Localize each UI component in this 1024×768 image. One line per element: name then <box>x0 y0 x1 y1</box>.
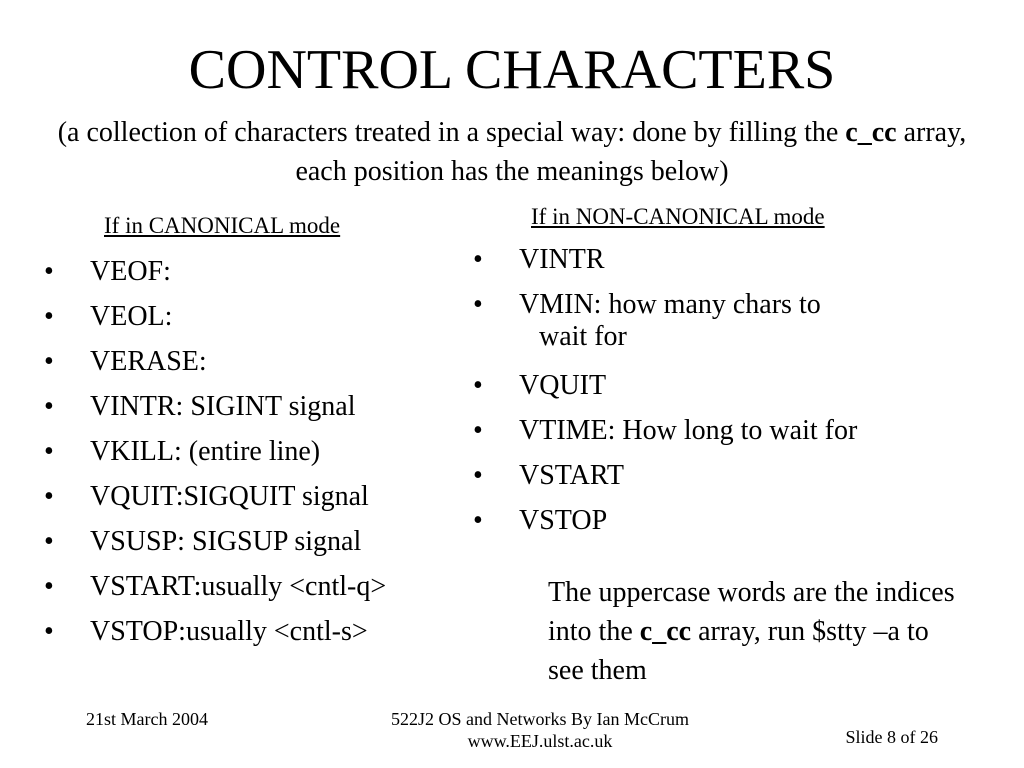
canonical-list <box>44 249 386 654</box>
subtitle-text-start: (a collection of characters treated in a special way: done by filling the <box>57 117 839 148</box>
explanation-note <box>548 573 968 690</box>
non-canonical-item-vmin-continuation: wait for <box>539 321 627 352</box>
non-canonical-list <box>473 237 857 543</box>
canonical-item-vsusp: • VSUSP: SIGSUP signal <box>44 519 386 564</box>
footer-course-title: 522J2 OS and Networks By Ian McCrum <box>391 709 689 729</box>
footer-website: www.EEJ.ulst.ac.uk <box>467 731 613 751</box>
non-canonical-item-vmin: • VMIN: how many chars to <box>473 282 857 327</box>
canonical-item-veol: • VEOL: <box>44 294 386 339</box>
footer-date: 21st March 2004 <box>86 709 208 729</box>
non-canonical-heading: If in NON-CANONICAL mode <box>531 204 825 229</box>
non-canonical-item-vstart: • VSTART <box>473 453 857 498</box>
canonical-heading: If in CANONICAL mode <box>104 213 341 238</box>
canonical-item-vquit: • VQUIT:SIGQUIT signal <box>44 474 386 519</box>
canonical-item-vkill: • VKILL: (entire line) <box>44 429 386 474</box>
non-canonical-item-vstop: • VSTOP <box>473 498 857 543</box>
note-text-start: The uppercase words are the indices into the <box>548 577 955 647</box>
canonical-item-vstart: • VSTART:usually <cntl-q> <box>44 564 386 609</box>
canonical-item-vintr: • VINTR: SIGINT signal <box>44 384 386 429</box>
note-bold-term: c_cc <box>639 616 692 647</box>
subtitle-text-end: array, each position has the meanings below) <box>295 117 967 187</box>
slide-title: CONTROL CHARACTERS <box>188 39 836 101</box>
canonical-item-verase: • VERASE: <box>44 339 386 384</box>
canonical-item-veof: • VEOF: <box>44 249 386 294</box>
non-canonical-item-vtime: • VTIME: How long to wait for <box>473 408 857 453</box>
slide-subtitle <box>40 113 984 191</box>
footer-course-info <box>360 708 720 752</box>
non-canonical-item-vquit: • VQUIT <box>473 363 857 408</box>
note-text-end: array, run $stty –a to see them <box>548 616 929 686</box>
slide-number: Slide 8 of 26 <box>845 727 938 747</box>
canonical-item-vstop: • VSTOP:usually <cntl-s> <box>44 609 386 654</box>
non-canonical-item-vintr: • VINTR <box>473 237 857 282</box>
subtitle-bold-term: c_cc <box>845 117 897 148</box>
